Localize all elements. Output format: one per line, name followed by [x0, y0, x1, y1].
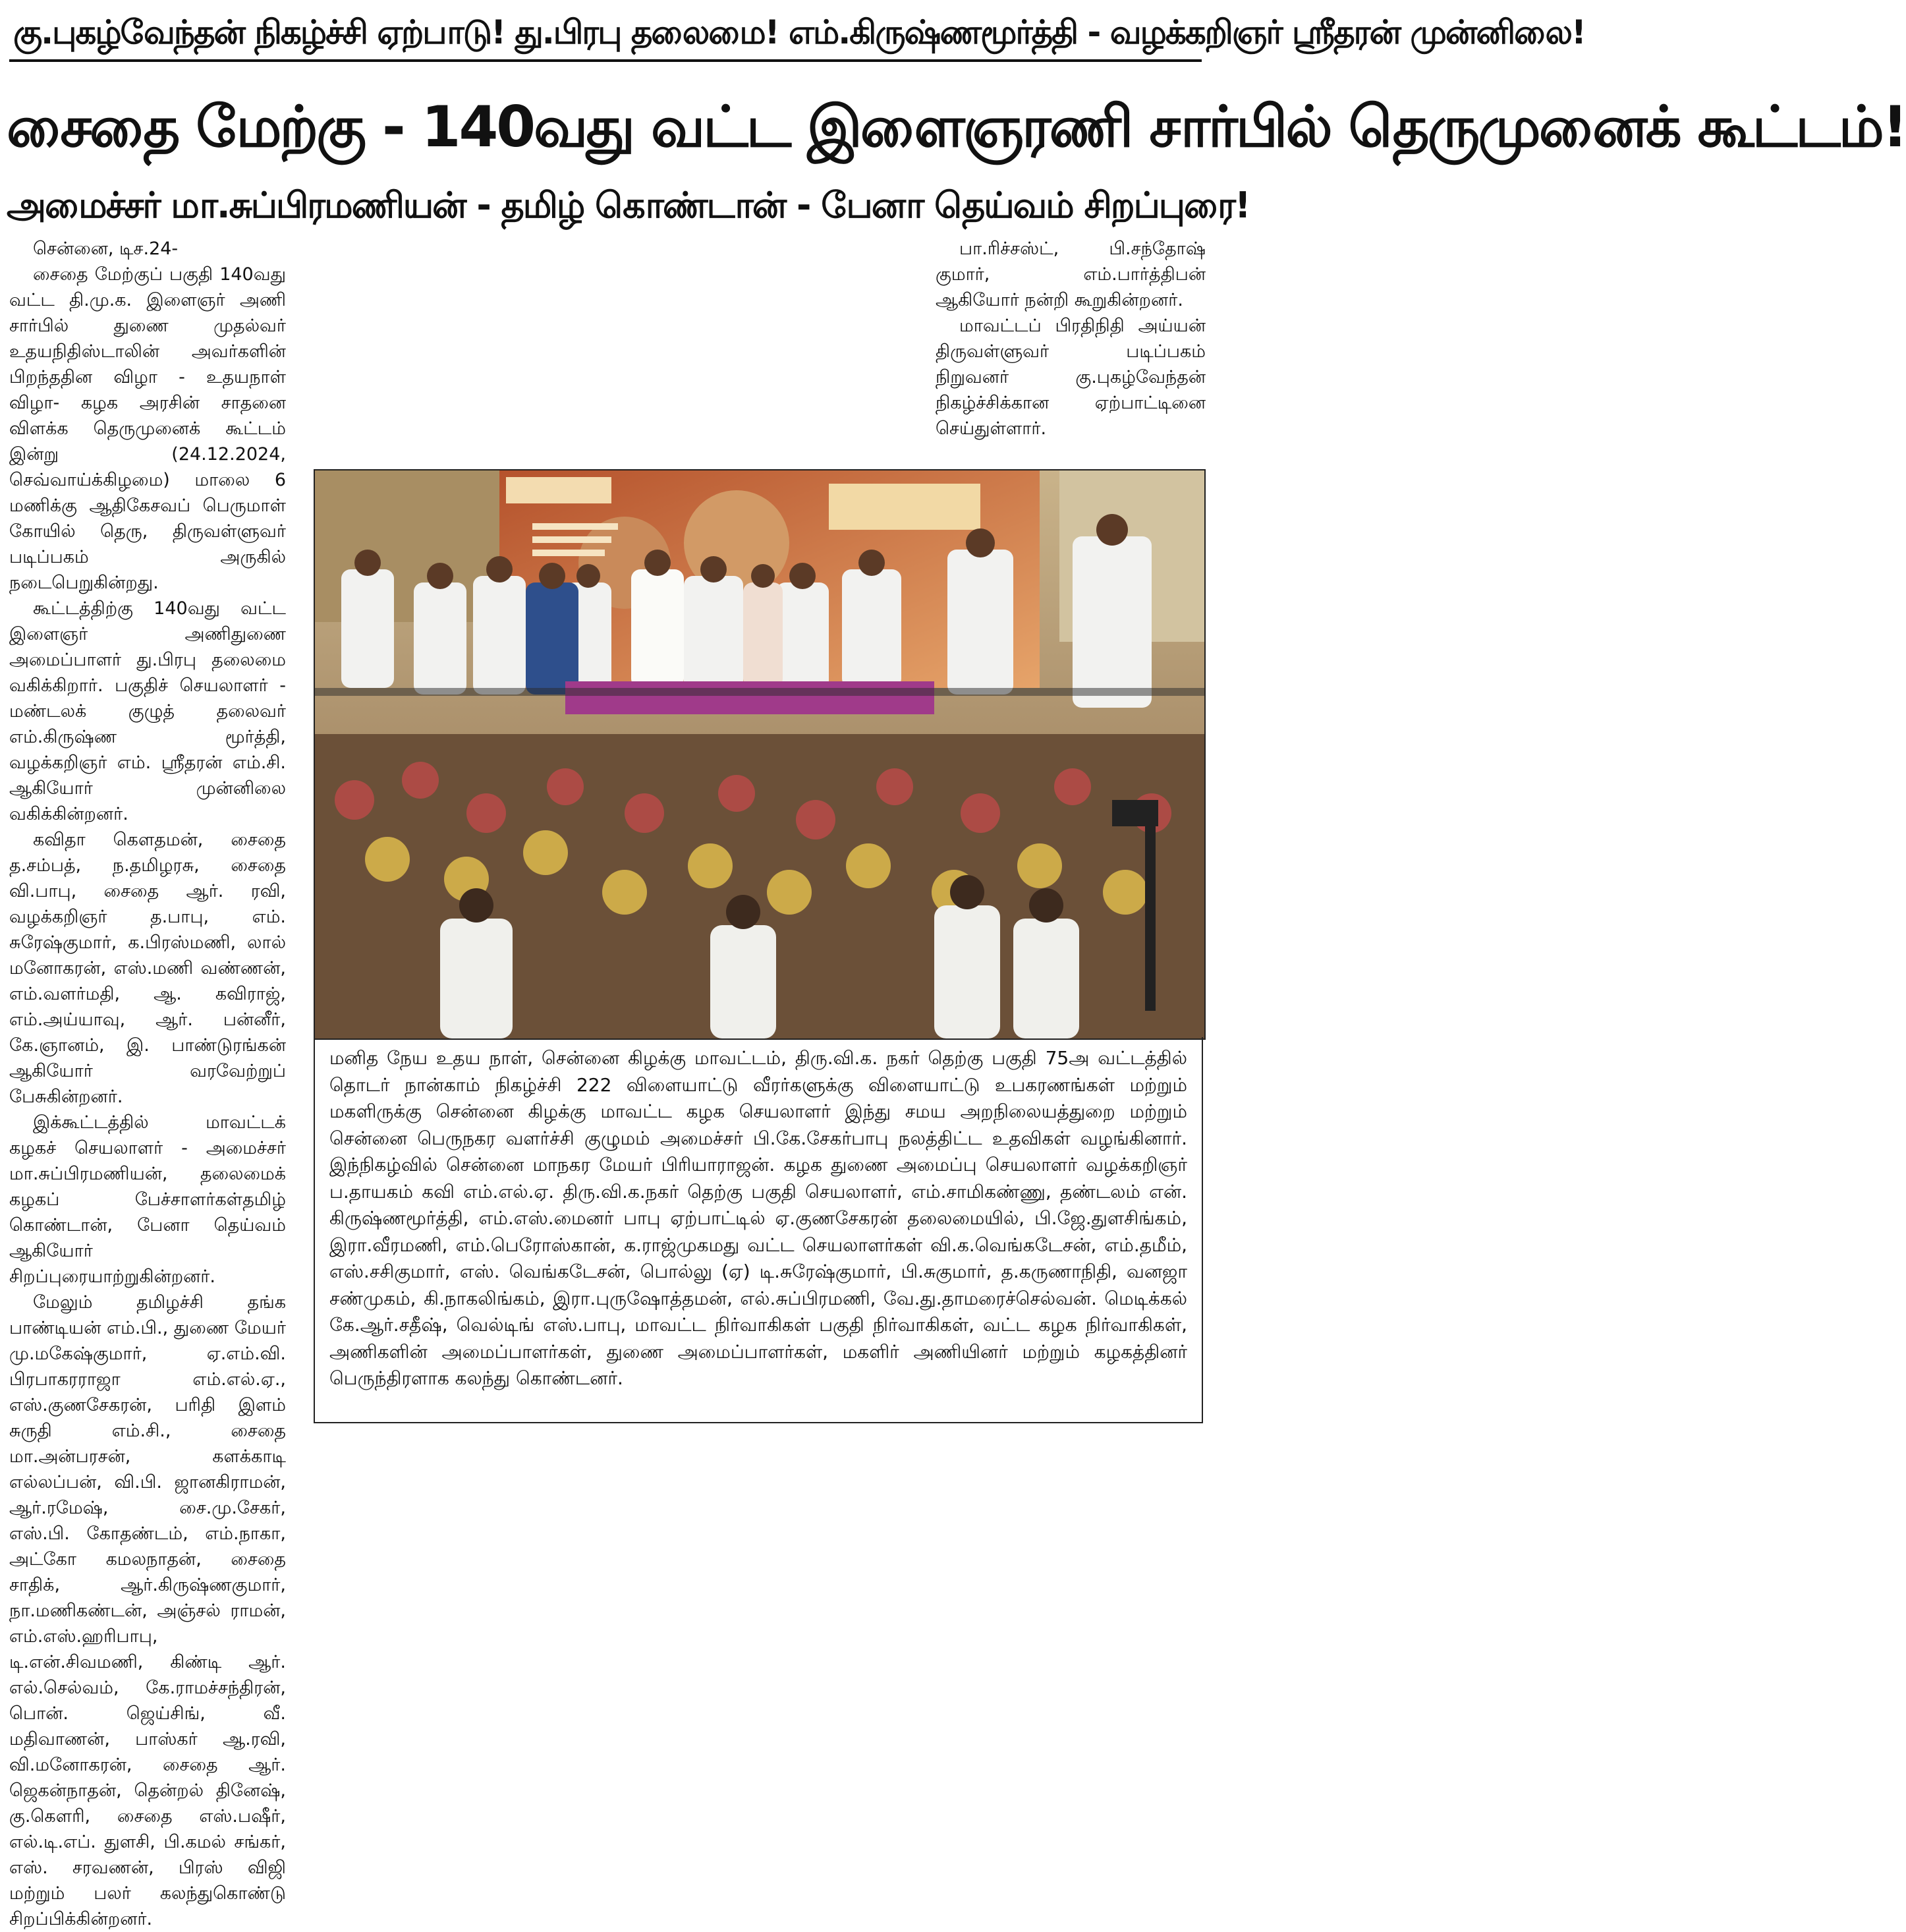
paragraph-6: பா.ரிச்சஸ்ட், பி.சந்தோஷ் குமார், எம்.பார்த்திபன் ஆகியோர் நன்றி கூறுகின்றனர். — [936, 239, 1206, 310]
paragraph-1: சைதை மேற்குப் பகுதி 140வது வட்ட தி.மு.க. இளைஞர் அணி சார்பில் துணை முதல்வர் உதயநிதிஸ்டாலின் அவர்களின் பிறந்ததின விழா - உதயநாள் விழா- கழக அரசின் சாதனை விளக்க தெருமுனைக் கூட்டம் இன்று (24.12.2024, செவ்வாய்க்கிழமை) மாலை 6 மணிக்கு ஆதிகேசவப் பெருமாள் கோயில் தெரு, திருவள்ளுவர் படிப்பகம் அருகில் நடைபெறுகின்றது. — [9, 264, 286, 593]
article-column-1 — [9, 236, 286, 1929]
paragraph-3: கவிதா கௌதமன், சைதை த.சம்பத், ந.தமிழரசு, சைதை வி.பாபு, சைதை ஆர். ரவி, வழக்கறிஞர் த.பாபு, எம். சுரேஷ்குமார், க.பிரஸ்மணி, லால் மனோகரன், எஸ்.மணி வண்ணன், எம்.வளர்மதி, ஆ. கவிராஜ், எம்.அய்யாவு, ஆர். பன்னீர், கே.ஞானம், இ. பாண்டுரங்கன் ஆகியோர் வரவேற்றுப் பேசுகின்றனர். — [9, 830, 286, 1107]
dateline: சென்னை, டிச.24- — [33, 239, 179, 259]
article-column-2 — [311, 236, 588, 453]
article-column-4 — [936, 236, 1206, 453]
headline: சைதை மேற்கு - 140வது வட்ட இளைஞரணி சார்பில் தெருமுனைக் கூட்டம்! — [7, 94, 1906, 160]
paragraph-7: மாவட்டப் பிரதிநிதி அய்யன் திருவள்ளுவர் படிப்பகம் நிறுவனர் கு.புகழ்வேந்தன் நிகழ்ச்சிக்கான ஏற்பாட்டினை செய்துள்ளார். — [936, 316, 1206, 439]
paragraph-4: இக்கூட்டத்தில் மாவட்டக் கழகச் செயலாளர் - அமைச்சர் மா.சுப்பிரமணியன், தலைமைக் கழகப் பேச்சாளர்கள்தமிழ் கொண்டான், பேனா தெய்வம் ஆகியோர் சிறப்புரையாற்றுகின்றனர். — [9, 1112, 286, 1287]
paragraph-5: மேலும் தமிழச்சி தங்க பாண்டியன் எம்.பி., துணை மேயர் மு.மகேஷ்குமார், ஏ.எம்.வி. பிரபாகரராஜா எம்.எல்.ஏ., எஸ்.குணசேகரன், பரிதி இளம் சுருதி எம்.சி., சைதை மா.அன்பரசன், களக்காடி எல்லப்பன், வி.பி. ஜானகிராமன், ஆர்.ரமேஷ், சை.மு.சேகர், எஸ்.பி. கோதண்டம், எம்.நாகா, அட்கோ கமலநாதன், சைதை சாதிக், ஆர்.கிருஷ்ணகுமார், நா.மணிகண்டன், அஞ்சல் ராமன், எம்.எஸ்.ஹரிபாபு, டி.என்.சிவமணி, கிண்டி ஆர். எல்.செல்வம், கே.ராமச்சந்திரன், பொன். ஜெய்சிங், வீ. மதிவாணன், பாஸ்கர் ஆ.ரவி, வி.மனோகரன், சைதை ஆர். ஜெகன்நாதன், தென்றல் தினேஷ், கு.கௌரி, சைதை எஸ்.பஷீர், எல்.டி.எப். துளசி, பி.கமல் சங்கர், எஸ். சரவணன், பிரஸ் விஜி மற்றும் பலர் கலந்துகொண்டு சிறப்பிக்கின்றனர். — [9, 1292, 286, 1929]
subheadline: அமைச்சர் மா.சுப்பிரமணியன் - தமிழ் கொண்டான் - பேனா தெய்வம் சிறப்புரை! — [7, 185, 1250, 226]
kicker-underline — [9, 59, 1202, 62]
paragraph-2: கூட்டத்திற்கு 140வது வட்ட இளைஞர் அணிதுணை அமைப்பாளர் து.பிரபு தலைமை வகிக்கிறார். பகுதிச் செயலாளர் - மண்டலக் குழுத் தலைவர் எம்.கிருஷ்ண மூர்த்தி, வழக்கறிஞர் எம். ஸ்ரீதரன் எம்.சி. ஆகியோர் முன்னிலை வகிக்கின்றனர். — [9, 598, 286, 824]
photo-caption: மனித நேய உதய நாள், சென்னை கிழக்கு மாவட்டம், திரு.வி.க. நகர் தெற்கு பகுதி 75அ வட்டத்தில் தொடர் நான்காம் நிகழ்ச்சி 222 விளையாட்டு வீரர்களுக்கு விளையாட்டு உபகரணங்கள் மற்றும் மகளிருக்கு சென்னை கிழக்கு மாவட்ட கழக செயலாளர் இந்து சமய அறநிலையத்துறை மற்றும் சென்னை பெருநகர வளர்ச்சி குழுமம் அமைச்சர் பி.கே.சேகர்பாபு நலத்திட்ட உதவிகள் வழங்கினார். இந்நிகழ்வில் சென்னை மாநகர மேயர் பிரியாராஜன். கழக துணை அமைப்பு செயலாளர் வழக்கறிஞர் ப.தாயகம் கவி எம்.எல்.ஏ. திரு.வி.க.நகர் தெற்கு பகுதி செயலாளர், எம்.சாமிகண்ணு, தண்டலம் என். கிருஷ்ணமூர்த்தி, எம்.எஸ்.மைனர் பாபு ஏற்பாட்டில் ஏ.குணசேகரன் தலைமையில், பி.ஜே.துளசிங்கம், இரா.வீரமணி, எம்.பெரோஸ்கான், க.ராஜ்முகமது வட்ட செயலாளர்கள் வி.க.வெங்கடேசன், எம்.தமீம், எஸ்.சசிகுமார், எஸ். வெங்கடேசன், பொல்லு (ஏ) டி.சுரேஷ்குமார், பி.சுகுமார், த.கருணாநிதி, வனஜா சண்முகம், கி.நாகலிங்கம், இரா.புருஷோத்தமன், எல்.சுப்பிரமணி, வே.து.தாமரைச்செல்வன். மெடிக்கல் கே.ஆர்.சதீஷ், வெல்டிங் எஸ்.பாபு, மாவட்ட நிர்வாகிகள் பகுதி நிர்வாகிகள், வட்ட கழக நிர்வாகிகள், அணிகளின் அமைப்பாளர்கள், துணை அமைப்பாளர்கள், மகளிர் அணியினர் மற்றும் கழகத்தினர் பெருந்திரளாக கலந்து கொண்டனர். — [314, 1037, 1203, 1423]
kicker-line: கு.புகழ்வேந்தன் நிகழ்ச்சி ஏற்பாடு! து.பிரபு தலைமை! எம்.கிருஷ்ணமூர்த்தி - வழக்கறிஞர் ஸ்ரீதரன் முன்னிலை! — [13, 13, 1585, 51]
article-column-3 — [619, 236, 896, 453]
event-photo — [314, 469, 1206, 1040]
